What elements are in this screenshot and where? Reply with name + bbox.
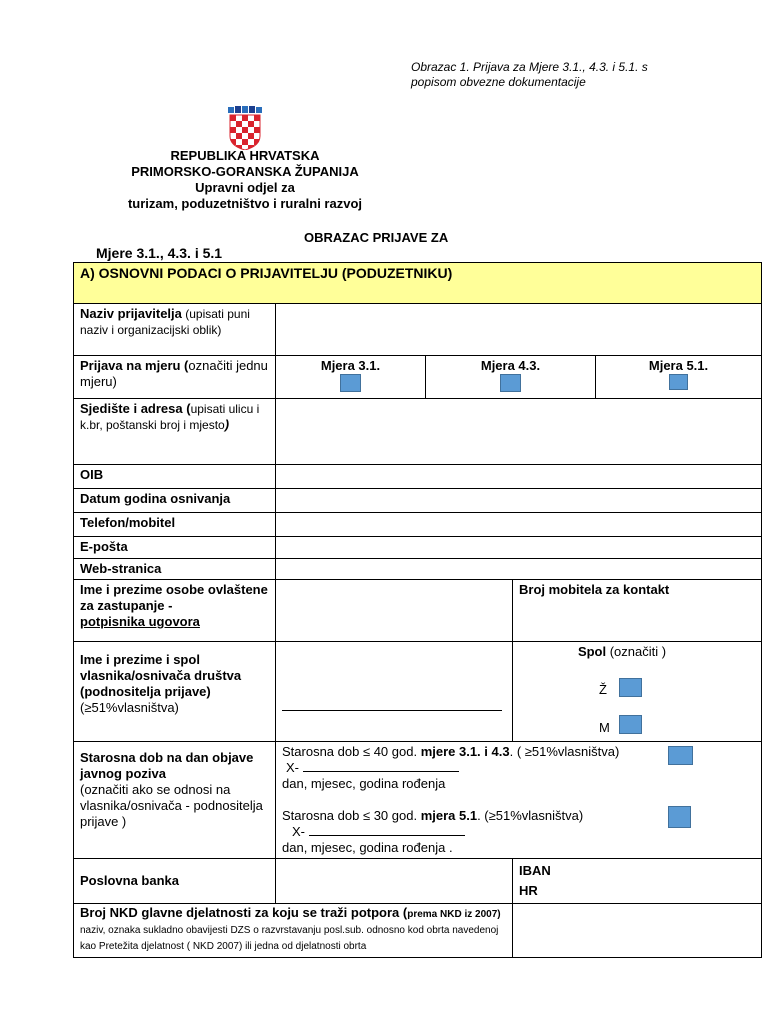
issuer-header: REPUBLIKA HRVATSKA PRIMORSKO-GORANSKA ŽUPANIJA Upravni odjel za turizam, poduzetništvo i ruralni razvoj (127, 148, 363, 211)
application-form-table (73, 262, 762, 958)
label-oib: OIB (74, 465, 276, 489)
label-ovlastena-osoba: Ime i prezime osobe ovlaštene za zastupanje - potpisnika ugovora (74, 580, 276, 642)
dob30-checkbox[interactable] (668, 806, 691, 828)
row-banka (74, 859, 762, 904)
row-datum (74, 489, 762, 513)
telefon-input[interactable] (276, 513, 762, 537)
row-vlasnik (74, 642, 762, 742)
spol-m-checkbox[interactable] (619, 715, 642, 734)
label-web: Web-stranica (74, 559, 276, 580)
datum-input[interactable] (276, 489, 762, 513)
mjera-4-3-cell: Mjera 4.3. (426, 356, 596, 399)
ovlastena-osoba-input[interactable] (276, 580, 513, 642)
coat-of-arms-icon (226, 106, 264, 150)
row-starosna-dob (74, 742, 762, 859)
row-oib (74, 465, 762, 489)
mjera-5-1-checkbox[interactable] (669, 374, 688, 390)
section-a-header: A) OSNOVNI PODACI O PRIJAVITELJU (PODUZETNIKU) (74, 263, 762, 304)
label-eposta: E-pošta (74, 537, 276, 559)
web-input[interactable] (276, 559, 762, 580)
mjera-3-1-cell: Mjera 3.1. (276, 356, 426, 399)
row-web (74, 559, 762, 580)
row-prijava-mjera (74, 356, 762, 399)
broj-mobitela-cell[interactable]: Broj mobitela za kontakt (513, 580, 762, 642)
label-nkd: Broj NKD glavne djelatnosti za koju se traži potpora (prema NKD iz 2007) naziv, oznaka sukladno obavijesti DZS o razvrstavanju posl.sub. odnosno kod obrta navedenoj kao Pretežita djelatnost ( NKD 2007) ili jedna od djelatnosti obrta (74, 904, 513, 958)
row-nkd (74, 904, 762, 958)
iban-cell[interactable]: IBAN HR (513, 859, 762, 904)
starosna-dob-cell: Starosna dob ≤ 40 god. mjere 3.1. i 4.3. ( ≥51%vlasništva) X- dan, mjesec, godina rođenja Starosna dob ≤ 30 god. mjera 5.1. (≥51%vlasništva) X- dan, mjesec, godina rođenja . (276, 742, 762, 859)
label-telefon: Telefon/mobitel (74, 513, 276, 537)
vlasnik-input[interactable] (276, 642, 513, 742)
label-prijava: Prijava na mjeru (označiti jednu mjeru) (74, 356, 276, 399)
label-banka: Poslovna banka (74, 859, 276, 904)
label-datum: Datum godina osnivanja (74, 489, 276, 513)
dob40-date-line[interactable] (303, 771, 459, 772)
sjediste-input[interactable] (276, 399, 762, 465)
mjera-4-3-checkbox[interactable] (500, 374, 521, 392)
naziv-input[interactable] (276, 304, 762, 356)
dob30-date-line[interactable] (309, 835, 465, 836)
row-naziv (74, 304, 762, 356)
form-note: Obrazac 1. Prijava za Mjere 3.1., 4.3. i 5.1. s popisom obvezne dokumentacije (411, 60, 648, 89)
dob40-checkbox[interactable] (668, 746, 693, 765)
banka-input[interactable] (276, 859, 513, 904)
form-title: OBRAZAC PRIJAVE ZA (304, 230, 449, 245)
row-telefon (74, 513, 762, 537)
label-sjediste: Sjedište i adresa (upisati ulicu i k.br, poštanski broj i mjesto) (74, 399, 276, 465)
label-vlasnik: Ime i prezime i spol vlasnika/osnivača društva (podnositelja prijave) (≥51%vlasništva) (74, 642, 276, 742)
vlasnik-signature-line (282, 710, 502, 711)
label-naziv: Naziv prijavitelja (upisati puni naziv i organizacijski oblik) (74, 304, 276, 356)
nkd-input[interactable] (513, 904, 762, 958)
eposta-input[interactable] (276, 537, 762, 559)
row-eposta (74, 537, 762, 559)
row-sjediste (74, 399, 762, 465)
mjera-5-1-cell: Mjera 5.1. (596, 356, 762, 399)
oib-input[interactable] (276, 465, 762, 489)
label-starosna-dob: Starosna dob na dan objave javnog poziva (označiti ako se odnosi na vlasnika/osnivača - podnositelja prijave ) (74, 742, 276, 859)
mjera-3-1-checkbox[interactable] (340, 374, 361, 392)
row-ovlastena-osoba (74, 580, 762, 642)
spol-cell: Spol (označiti ) Ž M (513, 642, 762, 742)
form-subtitle: Mjere 3.1., 4.3. i 5.1 (96, 245, 223, 261)
spol-z-checkbox[interactable] (619, 678, 642, 697)
